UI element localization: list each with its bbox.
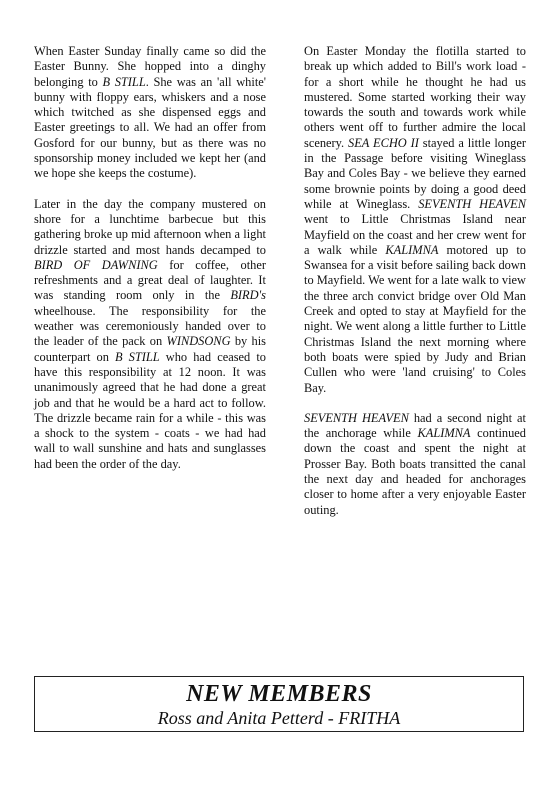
italic-run: KALIMNA [385,242,439,257]
italic-run: BIRD's [230,288,266,303]
italic-run: SEA ECHO II [348,135,419,150]
paragraph-seventh-heaven [304,411,526,518]
text-run: went to Little Christmas Island near Mayfield on the coast and her crew went for a walk while [304,212,526,257]
italic-run: WINDSONG [166,334,231,349]
italic-run: BIRD OF DAWNING [34,257,158,272]
text-run: Later in the day the company mustered on shore for a lunchtime barbecue but this gathering broke up mid afternoon when a light drizzle started and most hands decamped to [34,196,266,257]
text-run: stayed a little longer in the Passage before visiting Wineglass Bay and Coles Bay - we believe they earned some brownie points by doing a good deed while at Wineglass. [304,135,526,211]
italic-run: SEVENTH HEAVEN [418,196,526,211]
italic-run: B STILL [115,349,160,364]
italic-run: B STILL [102,74,146,89]
text-run: . She was an 'all white' bunny with floppy ears, whiskers and a nose which twitched as she dispensed eggs and Easter greetings to all. We had an offer from Gosford for our bunny, but as there was no sponsorship money included we kept her (and we hope she keeps the costume). [34,74,266,181]
italic-run: KALIMNA [417,426,471,441]
left-column [34,44,266,487]
text-run: for coffee, other refreshments and a great deal of laughter. It was standing room only in the [34,257,266,303]
new-members-names: Ross and Anita Petterd - FRITHA [157,708,401,728]
text-run: who had ceased to have this responsibility at 12 noon. It was unanimously agreed that he had done a great job and that he would be a hard act to follow. The drizzle became rain for a while - this was a shock to the system - coats - we had had wall to wall sunshine and hats and sunglasses had been the order of the day. [34,349,266,471]
new-members-box [34,676,524,732]
text-run: continued down the coast and spent the night at Prosser Bay. Both boats transitted the canal the next day and headed for anchorages closer to home after a very enjoyable Easter outing. [304,426,526,517]
text-run: motored up to Swansea for a visit before sailing back down to Mayfield. We went for a late walk to view the three arch convict bridge over Old Man Creek and opted to stay at Mayfield for the night. We went along a little further to Little Christmas Island the next morning where both boats were spied by Judy and Brian Cullen who were 'land cruising' to Coles Bay. [304,242,526,395]
italic-run: SEVENTH HEAVEN [304,410,409,425]
text-run: When Easter Sunday finally came so did the Easter Bunny. She hopped into a dinghy belonging to [34,44,266,89]
text-run: wheelhouse. The responsibility for the weather was ceremoniously handed over to the leader of the pack on [34,303,266,349]
text-run: by his counterpart on [34,334,266,364]
paragraph-easter-monday [304,44,526,396]
paragraph-easter-sunday [34,44,266,182]
text-run: had a second night at the anchorage while [304,410,526,441]
text-run: On Easter Monday the flotilla started to break up which added to Bill's work load - for a short while he thought he had us mustered. Some started working their way towards the south and towards work while others went off to further admire the local scenery. [304,44,526,150]
right-column [304,44,526,533]
new-members-title: NEW MEMBERS [186,681,372,707]
paragraph-lunchtime-barbecue [34,197,266,472]
